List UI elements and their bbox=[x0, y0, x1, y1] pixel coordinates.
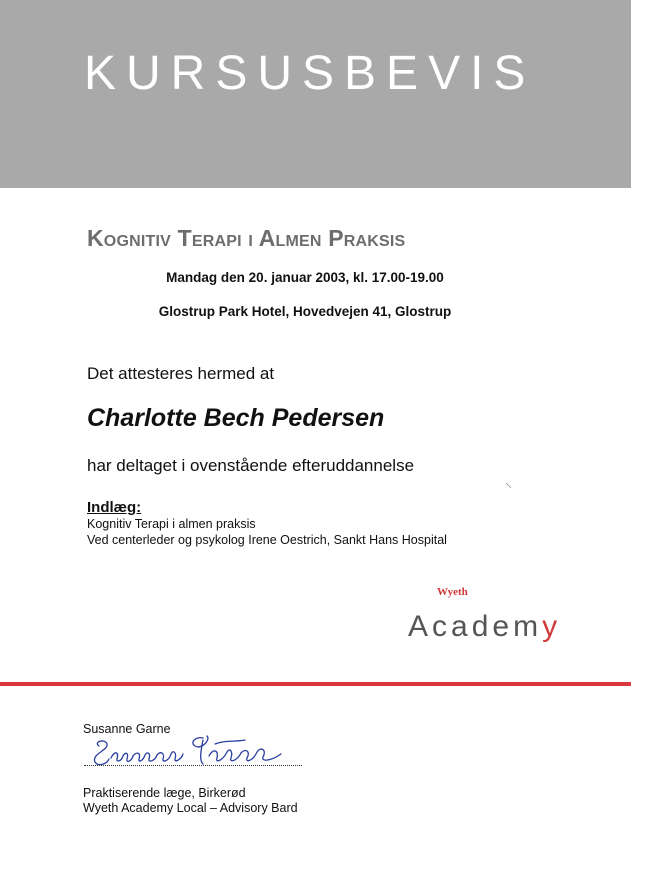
stray-mark bbox=[506, 483, 512, 489]
handwritten-signature bbox=[85, 732, 305, 772]
signer-title: Praktiserende læge, Birkerød bbox=[83, 786, 246, 800]
course-title: Kognitiv Terapi i Almen Praksis bbox=[87, 225, 406, 251]
signer-name: Susanne Garne bbox=[83, 722, 171, 736]
course-date-time: Mandag den 20. januar 2003, kl. 17.00-19.00 bbox=[166, 270, 444, 285]
wyeth-logo-brand: Wyeth bbox=[437, 586, 468, 598]
attest-text: Det attesteres hermed at bbox=[87, 364, 275, 383]
talk-speaker: Ved centerleder og psykolog Irene Oestrich, Sankt Hans Hospital bbox=[87, 533, 447, 547]
academy-logo-accent-letter: y bbox=[542, 610, 562, 643]
certificate-title: KURSUSBEVIS bbox=[84, 47, 536, 100]
talk-heading: Indlæg: bbox=[87, 499, 142, 516]
header-banner bbox=[0, 0, 631, 188]
participant-name: Charlotte Bech Pedersen bbox=[87, 404, 385, 432]
signer-organization: Wyeth Academy Local – Advisory Bard bbox=[83, 801, 298, 815]
red-divider bbox=[0, 682, 631, 686]
participation-text: har deltaget i ovenstående efteruddannelse bbox=[87, 456, 415, 475]
academy-logo bbox=[408, 610, 561, 644]
signature-line bbox=[84, 765, 302, 766]
academy-logo-main: Academ bbox=[408, 610, 543, 643]
talk-topic: Kognitiv Terapi i almen praksis bbox=[87, 517, 256, 531]
course-venue: Glostrup Park Hotel, Hovedvejen 41, Glostrup bbox=[158, 304, 452, 319]
